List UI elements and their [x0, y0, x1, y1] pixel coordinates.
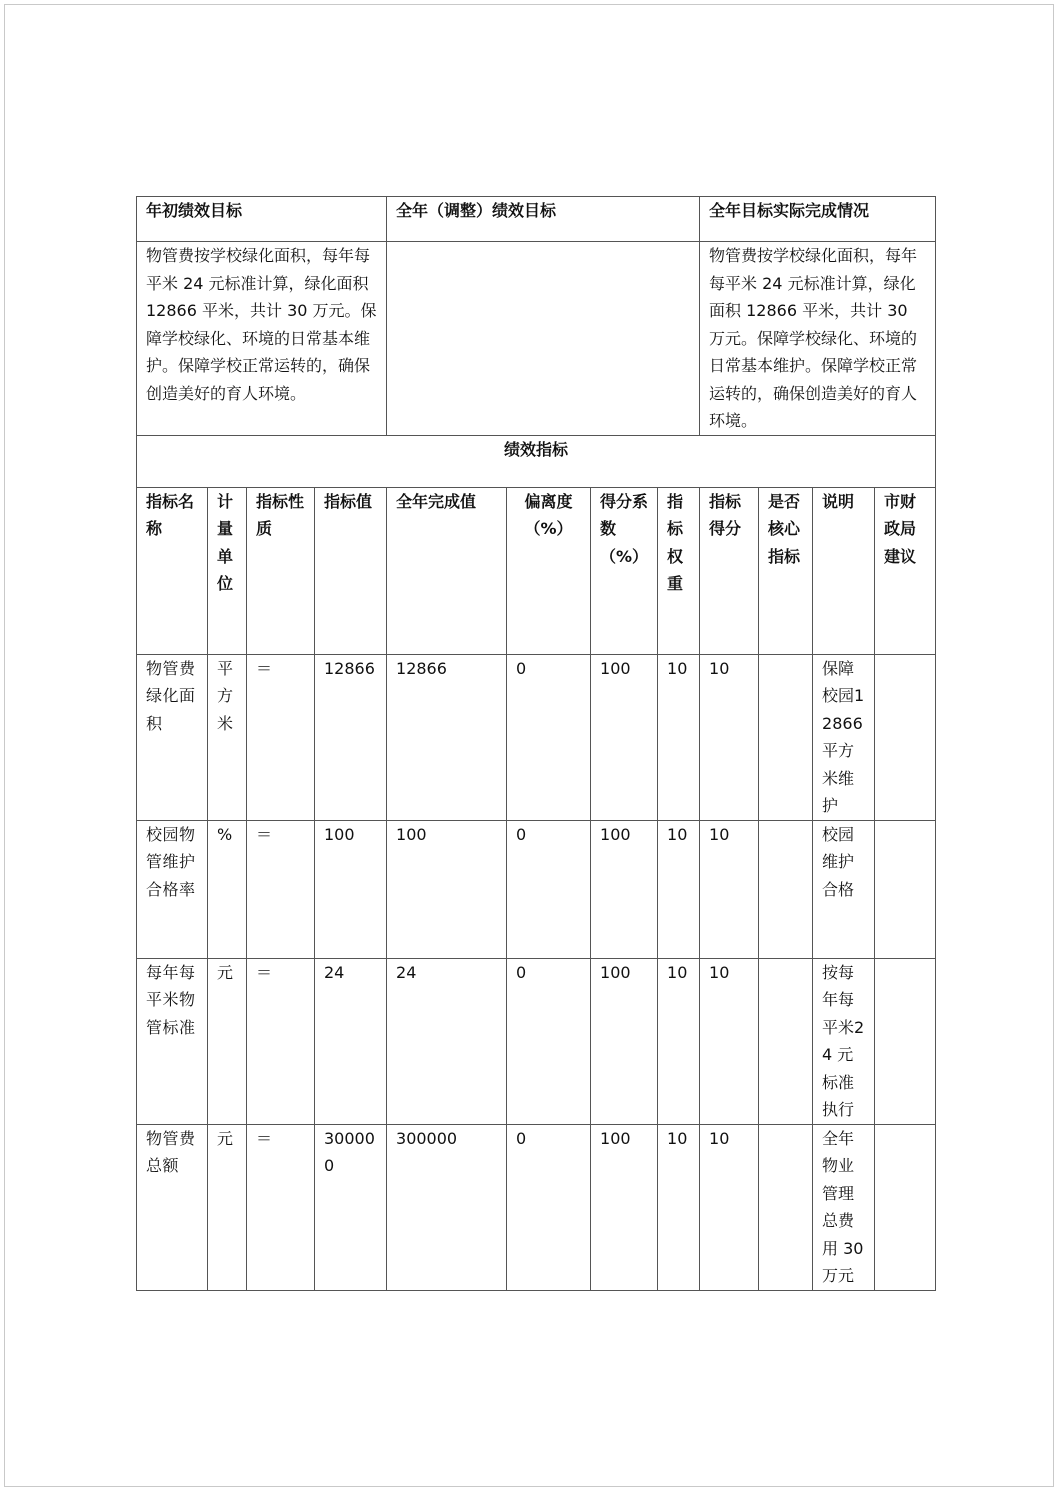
bureau-advice-text: [875, 820, 936, 958]
adjusted-goal-header: 全年（调整）绩效目标: [387, 197, 700, 242]
coefficient-value: 100: [591, 654, 658, 820]
indicator-unit: %: [208, 820, 247, 958]
coefficient-value: 100: [591, 958, 658, 1124]
table-row: [137, 958, 936, 1124]
deviation-value: 0: [507, 820, 591, 958]
performance-table: [136, 196, 936, 1291]
is-core-value: [759, 1124, 813, 1290]
actual-completion-text: 物管费按学校绿化面积，每年每平米 24 元标准计算，绿化面积 12866 平米，共计 30 万元。保障学校绿化、环境的日常基本维护。保障学校正常运转的，确保创造美好的育人环境。: [700, 242, 936, 436]
document-page: [4, 4, 1054, 1487]
completed-value: 24: [387, 958, 507, 1124]
adjusted-goal-text: [387, 242, 700, 436]
indicator-value: 100: [315, 820, 387, 958]
deviation-value: 0: [507, 1124, 591, 1290]
indicator-unit: 元: [208, 958, 247, 1124]
note-text: 保障校园12866 平方米维护: [813, 654, 875, 820]
score-value: 10: [700, 958, 759, 1124]
col-header-unit: 计量单位: [208, 487, 247, 654]
indicator-unit: 平方米: [208, 654, 247, 820]
note-text: 按每年每平米24 元标准执行: [813, 958, 875, 1124]
deviation-value: 0: [507, 654, 591, 820]
deviation-value: 0: [507, 958, 591, 1124]
table-row: [137, 654, 936, 820]
section-title-row: [137, 435, 936, 487]
indicator-nature: ＝: [247, 820, 315, 958]
goal-content-row: [137, 242, 936, 436]
indicator-name: 物管费总额: [137, 1124, 208, 1290]
indicator-name: 每年每平米物管标准: [137, 958, 208, 1124]
weight-value: 10: [658, 654, 700, 820]
actual-completion-header: 全年目标实际完成情况: [700, 197, 936, 242]
bureau-advice-text: [875, 654, 936, 820]
indicator-value: 24: [315, 958, 387, 1124]
col-header-name: 指标名称: [137, 487, 208, 654]
indicator-name: 物管费绿化面积: [137, 654, 208, 820]
score-value: 10: [700, 654, 759, 820]
col-header-value: 指标值: [315, 487, 387, 654]
table-row: [137, 820, 936, 958]
is-core-value: [759, 820, 813, 958]
col-header-bureau-advice: 市财政局建议: [875, 487, 936, 654]
col-header-weight: 指标权重: [658, 487, 700, 654]
indicator-nature: ＝: [247, 1124, 315, 1290]
indicator-value: 300000: [315, 1124, 387, 1290]
score-value: 10: [700, 820, 759, 958]
initial-goal-text: 物管费按学校绿化面积，每年每平米 24 元标准计算，绿化面积 12866 平米，共计 30 万元。保障学校绿化、环境的日常基本维护。保障学校正常运转的，确保创造美好的育人环境。: [137, 242, 387, 436]
indicator-name: 校园物管维护合格率: [137, 820, 208, 958]
col-header-score: 指标得分: [700, 487, 759, 654]
completed-value: 300000: [387, 1124, 507, 1290]
score-value: 10: [700, 1124, 759, 1290]
note-text: 校园维护合格: [813, 820, 875, 958]
weight-value: 10: [658, 958, 700, 1124]
completed-value: 12866: [387, 654, 507, 820]
is-core-value: [759, 958, 813, 1124]
table-row: [137, 1124, 936, 1290]
indicator-header-row: [137, 487, 936, 654]
indicator-nature: ＝: [247, 958, 315, 1124]
col-header-coefficient: 得分系数（%）: [591, 487, 658, 654]
indicator-unit: 元: [208, 1124, 247, 1290]
weight-value: 10: [658, 820, 700, 958]
col-header-nature: 指标性质: [247, 487, 315, 654]
bureau-advice-text: [875, 1124, 936, 1290]
bureau-advice-text: [875, 958, 936, 1124]
col-header-completed: 全年完成值: [387, 487, 507, 654]
col-header-is-core: 是否核心指标: [759, 487, 813, 654]
goal-header-row: [137, 197, 936, 242]
initial-goal-header: 年初绩效目标: [137, 197, 387, 242]
col-header-note: 说明: [813, 487, 875, 654]
is-core-value: [759, 654, 813, 820]
note-text: 全年物业管理总费用 30万元: [813, 1124, 875, 1290]
col-header-deviation: 偏离度（%）: [507, 487, 591, 654]
indicator-value: 12866: [315, 654, 387, 820]
weight-value: 10: [658, 1124, 700, 1290]
indicator-nature: ＝: [247, 654, 315, 820]
completed-value: 100: [387, 820, 507, 958]
coefficient-value: 100: [591, 820, 658, 958]
coefficient-value: 100: [591, 1124, 658, 1290]
section-title: 绩效指标: [137, 435, 936, 487]
